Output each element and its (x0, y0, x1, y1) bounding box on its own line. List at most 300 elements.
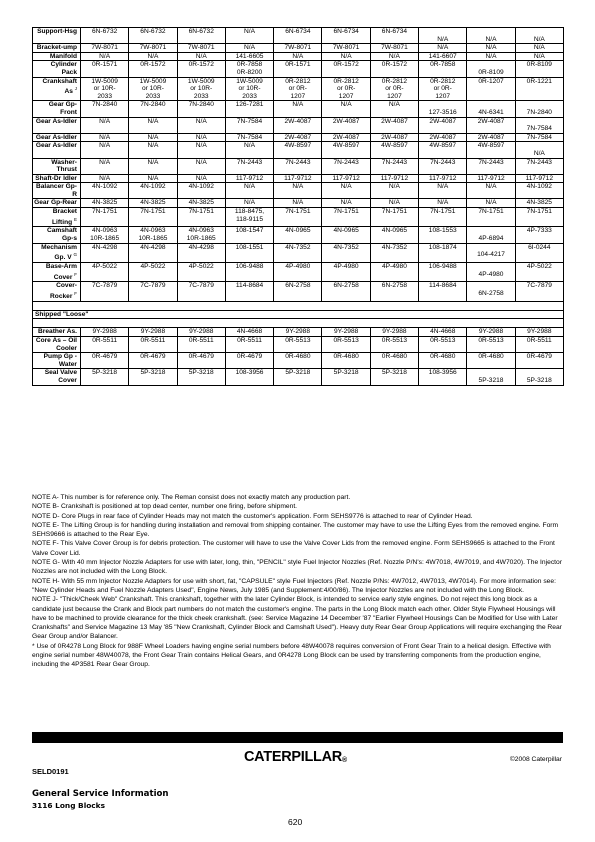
table-cell: 108-1547 (225, 227, 273, 243)
table-cell: 0R-5511 (177, 336, 225, 352)
table-cell: 0R-5513 (419, 336, 467, 352)
table-cell: 1W-5009 or 10R- 2033 (129, 77, 177, 101)
parts-table-loose-body (33, 328, 564, 385)
table-cell: 7N-1751 (322, 208, 370, 227)
row-label (33, 44, 81, 53)
table-cell: 4N-1092 (515, 183, 563, 199)
registered-mark: ® (341, 757, 347, 764)
table-cell: 0R-1572 (129, 61, 177, 77)
table-cell: 0R-5511 (225, 336, 273, 352)
table-cell: 5P-3218 (467, 369, 515, 385)
table-cell: 4N-1092 (177, 183, 225, 199)
table-cell: 0R-7858 0R-8200 (225, 61, 273, 77)
table-cell: 4P-6894 (467, 227, 515, 243)
table-cell: 5P-3218 (515, 369, 563, 385)
table-row (33, 101, 564, 117)
note-paragraph: NOTE J- "Thick/Cheek Web" Crankshaft. This crankshaft, together with the later Cylinder Block, is intended to service early style engines. Do not reject this long block as a candidate just because the Crank and Block part numbers do not match the customer's engine. The parts in the Long Block match each other. Older Style Flywheel Housings will have to be machined to provide clearance for the thick cheek crankshaft. (see: Service Magazine 14 December '87 "Earlier Flywheel Housings Can be Modified for Use with Later Crankshafts" and Service Magazine 13 May '85 "New Crankshaft, Cylinder Block and Camshaft Used"). Heavy duty Rear Gear Group Applications will require exchanging the Rear Gear Group and/or Balancer. (32, 596, 562, 641)
spacer-row (33, 319, 564, 328)
table-cell: N/A (419, 199, 467, 208)
table-cell: 9Y-2988 (129, 328, 177, 337)
table-cell: N/A (177, 174, 225, 183)
table-cell: N/A (81, 142, 129, 158)
table-cell: 4P-5022 (177, 263, 225, 282)
table-cell: 4W-8597 (370, 142, 418, 158)
table-cell: 7C-7879 (81, 282, 129, 301)
table-cell: 0R-2812 or 0R- 1207 (419, 77, 467, 101)
table-row (33, 282, 564, 301)
table-cell: 6N-6732 (129, 28, 177, 44)
table-cell: 4N-0963 10R-1865 (129, 227, 177, 243)
row-label (33, 208, 81, 227)
table-cell: 7W-8071 (81, 44, 129, 53)
table-cell: 6N-6732 (81, 28, 129, 44)
table-cell: 0R-8109 (467, 61, 515, 77)
footnote-ref: F (74, 290, 77, 296)
table-cell: N/A (322, 101, 370, 117)
table-cell: 0R-1572 (177, 61, 225, 77)
table-cell: 7N-2443 (225, 158, 273, 174)
table-cell: 0R-4679 (225, 353, 273, 369)
table-cell: 4N-4298 (177, 243, 225, 262)
table-cell: N/A (467, 52, 515, 61)
table-cell: 0R-4679 (81, 353, 129, 369)
table-cell: 117-9712 (274, 174, 322, 183)
row-label (33, 282, 81, 301)
table-cell: 4N-6341 (467, 101, 515, 117)
table-cell: 9Y-2988 (515, 328, 563, 337)
table-cell: 9Y-2988 (467, 328, 515, 337)
table-cell: 0R-4680 (370, 353, 418, 369)
table-cell: 106-9488 (419, 263, 467, 282)
table-cell: 4N-0963 10R-1865 (81, 227, 129, 243)
caterpillar-logo (244, 749, 347, 765)
row-label-text: Pump Gp - Water (43, 353, 77, 368)
table-cell: 4P-5022 (515, 263, 563, 282)
table-cell: N/A (129, 158, 177, 174)
table-cell: N/A (419, 28, 467, 44)
table-cell: 7N-2840 (81, 101, 129, 117)
table-cell: N/A (419, 183, 467, 199)
table-cell: 1W-5009 or 10R- 2033 (177, 77, 225, 101)
table-cell: N/A (129, 52, 177, 61)
table-cell: 7C-7879 (515, 282, 563, 301)
table-cell: 0R-1207 (467, 77, 515, 101)
table-cell: N/A (225, 44, 273, 53)
table-cell: 0R-5511 (129, 336, 177, 352)
footnote-ref: E (73, 216, 77, 222)
row-label-text: Gear As-Idler (35, 133, 77, 141)
table-cell: 4N-4298 (129, 243, 177, 262)
table-cell: 114-8684 (419, 282, 467, 301)
footer-bar (32, 732, 563, 743)
table-cell: 6N-2758 (467, 282, 515, 301)
table-cell: 5P-3218 (322, 369, 370, 385)
parts-table-section (33, 301, 564, 328)
table-cell: 126-7281 (225, 101, 273, 117)
table-cell: 7W-8071 (129, 44, 177, 53)
table-row (33, 328, 564, 337)
table-cell: N/A (467, 28, 515, 44)
section-label: Shipped "Loose" (33, 310, 564, 319)
table-row (33, 369, 564, 385)
row-label (33, 101, 81, 117)
row-label-text: Core As – Oil Cooler (35, 336, 77, 352)
table-cell: 7N-1751 (467, 208, 515, 227)
table-row (33, 77, 564, 101)
table-cell: 4N-3825 (177, 199, 225, 208)
table-cell: N/A (81, 158, 129, 174)
table-cell: 4N-0963 10R-1865 (177, 227, 225, 243)
note-paragraph: NOTE E- The Lifting Group is for handling during installation and removal from shipping container. The customer may have to use the Lifting Eyes from the removed engine. Form SEHS9666 is attached to the Rear Eye. (32, 521, 559, 539)
table-cell: 2W-4087 (370, 117, 418, 133)
row-label (33, 328, 81, 337)
table-cell: 127-3516 (419, 101, 467, 117)
table-cell: 5P-3218 (370, 369, 418, 385)
table-row (33, 133, 564, 142)
table-cell: 4N-1092 (81, 183, 129, 199)
table-cell: 7N-2443 (419, 158, 467, 174)
table-cell: 0R-1571 (81, 61, 129, 77)
notes-block (32, 493, 563, 670)
table-row (33, 353, 564, 369)
table-cell: 4N-7352 (370, 243, 418, 262)
table-cell: 108-1553 (419, 227, 467, 243)
table-cell: N/A (177, 52, 225, 61)
table-cell: 5P-3218 (274, 369, 322, 385)
table-cell: 106-9488 (225, 263, 273, 282)
table-cell: 108-1874 (419, 243, 467, 262)
table-cell: 6N-6734 (322, 28, 370, 44)
row-label-text: Seal Valve Cover (44, 369, 77, 384)
note-paragraph: * Use of 0R4278 Long Block for 988F Wheel Loaders having engine serial numbers before 48W40078 requires conversion of Front Gear Train to a helical design. Effective with engine serial number 48W40078, the Front Gear Train contains Helical Gears, and 0R4278 Long Block can be used by transferring components from the production engine, including the 4P3581 Rear Gear Group. (32, 642, 551, 669)
row-label (33, 158, 81, 174)
table-cell: 0R-4680 (467, 353, 515, 369)
table-cell: 7W-8071 (322, 44, 370, 53)
table-cell: 2W-4087 (467, 133, 515, 142)
table-row (33, 243, 564, 262)
row-label-text: Mechanism Gp. V (41, 243, 77, 262)
table-cell: 6N-6734 (370, 28, 418, 44)
table-cell: N/A (467, 44, 515, 53)
table-cell: 7W-8071 (177, 44, 225, 53)
table-cell: 104-4217 (467, 243, 515, 262)
note-paragraph: NOTE H- With 55 mm Injector Nozzle Adapters for use with short, fat, "CAPSULE" style Fuel Injectors (Ref. Nozzle P/Ns: 4W7012, 4W7013, 4W7014). For more information see: "New Cylinder Heads and Fuel Nozzle Adapters Used", Engine News, July 1985 (and Supplement:4/00/86). The Injector Nozzles are not included with the Long Block. (32, 577, 556, 594)
table-cell: 0R-1221 (515, 77, 563, 101)
row-label (33, 52, 81, 61)
table-cell: 4W-8597 (467, 142, 515, 158)
table-cell: 4P-5022 (81, 263, 129, 282)
table-cell: N/A (81, 52, 129, 61)
row-label-text: Gear Gp-Front (48, 101, 77, 116)
page-number: 620 (288, 817, 303, 827)
table-cell: 7N-2840 (129, 101, 177, 117)
table-cell: 0R-5513 (467, 336, 515, 352)
table-cell: 4P-5022 (129, 263, 177, 282)
table-cell: 2W-4087 (274, 133, 322, 142)
row-label-text: Crankshaft As (42, 77, 77, 96)
table-cell: 7N-2840 (177, 101, 225, 117)
note-paragraph: NOTE B- Crankshaft is positioned at top dead center, number one firing, before shipment. (32, 503, 298, 511)
table-cell: 114-8684 (225, 282, 273, 301)
row-label-text: Cylinder Pack (50, 61, 77, 76)
table-cell: 108-1551 (225, 243, 273, 262)
row-label-text: Balancer Gp-R (35, 183, 77, 198)
table-cell: 118-8475, 118-9115 (225, 208, 273, 227)
footnote-ref: F (74, 271, 77, 277)
table-cell: 4W-8597 (322, 142, 370, 158)
table-cell: 9Y-2988 (274, 328, 322, 337)
table-row (33, 44, 564, 53)
table-cell: N/A (370, 183, 418, 199)
table-cell: 0R-5513 (322, 336, 370, 352)
note-paragraph: NOTE D- Core Plugs in rear face of Cylinder Heads may not match the customer's application. Form SEHS9776 is attached to rear of Cylinder Head. (32, 512, 473, 520)
table-cell: 4P-7333 (515, 227, 563, 243)
table-cell: 7N-2443 (274, 158, 322, 174)
footnote-ref: J (74, 86, 77, 92)
table-row (33, 28, 564, 44)
table-cell: 2W-4087 (467, 117, 515, 133)
row-label (33, 142, 81, 158)
table-cell: N/A (129, 117, 177, 133)
row-label (33, 61, 81, 77)
row-label-text: Gear Gp-Rear (34, 199, 77, 207)
table-cell: 0R-1571 (274, 61, 322, 77)
table-cell: 4N-1092 (129, 183, 177, 199)
table-cell: 2W-4087 (274, 117, 322, 133)
table-cell: N/A (515, 142, 563, 158)
table-cell: N/A (467, 199, 515, 208)
table-cell: 0R-1572 (370, 61, 418, 77)
table-cell: 0R-7858 (419, 61, 467, 77)
table-cell: 4N-4298 (81, 243, 129, 262)
row-label-text: Support-Hsg (37, 28, 77, 35)
table-cell: 0R-2812 or 0R- 1207 (274, 77, 322, 101)
table-cell: N/A (467, 183, 515, 199)
table-cell: 4N-0965 (274, 227, 322, 243)
parts-table-body (33, 28, 564, 302)
row-label-text: Camshaft Gp-s (46, 227, 77, 243)
table-cell: 6N-2758 (322, 282, 370, 301)
table-cell: 141-6607 (419, 52, 467, 61)
table-cell: 0R-4679 (177, 353, 225, 369)
table-cell: 9Y-2988 (322, 328, 370, 337)
table-cell: 0R-2812 or 0R- 1207 (370, 77, 418, 101)
row-label-text: Shaft-Dr Idler (35, 174, 77, 182)
table-cell: 7N-2443 (467, 158, 515, 174)
table-cell: 4N-7352 (274, 243, 322, 262)
table-cell: 7N-2443 (322, 158, 370, 174)
table-cell: 1W-5009 or 10R- 2033 (81, 77, 129, 101)
table-cell: 2W-4087 (419, 117, 467, 133)
table-cell: 0R-4680 (322, 353, 370, 369)
table-cell: 7N-1751 (370, 208, 418, 227)
table-cell: N/A (81, 117, 129, 133)
table-cell: N/A (177, 158, 225, 174)
row-label-text: Bracket-ump (36, 44, 77, 52)
row-label (33, 353, 81, 369)
table-cell: 4N-0965 (370, 227, 418, 243)
table-cell: 7N-7584 (225, 117, 273, 133)
table-row (33, 158, 564, 174)
footnote-ref: G (73, 252, 77, 258)
table-row (33, 117, 564, 133)
table-cell: 6N-2758 (274, 282, 322, 301)
table-cell: 6N-2758 (370, 282, 418, 301)
table-cell: 7N-2840 (515, 101, 563, 117)
table-cell: 0R-5511 (515, 336, 563, 352)
table-cell: 1W-5009 or 10R- 2033 (225, 77, 273, 101)
table-cell: 5P-3218 (129, 369, 177, 385)
row-label (33, 77, 81, 101)
row-label-text: Gear As-Idler (35, 142, 77, 150)
table-cell: N/A (225, 28, 273, 44)
table-cell: 7N-7584 (515, 133, 563, 142)
table-cell: 7N-2443 (515, 158, 563, 174)
table-cell: 4W-8597 (419, 142, 467, 158)
table-cell: 7C-7879 (177, 282, 225, 301)
table-cell: 7N-1751 (274, 208, 322, 227)
row-label (33, 199, 81, 208)
copyright: ©2008 Caterpillar (509, 756, 562, 763)
row-label (33, 183, 81, 199)
note-paragraph: NOTE F- This Valve Cover Group is for debris protection. The customer will have to use the Valve Cover Lids from the removed engine. Form SEHS9665 is attached to the Front Valve Cover Lid. (32, 540, 555, 557)
table-cell: N/A (322, 52, 370, 61)
table-row (33, 227, 564, 243)
section-row (33, 310, 564, 319)
table-row (33, 142, 564, 158)
table-cell: 4N-7352 (322, 243, 370, 262)
table-cell: 4N-4668 (225, 328, 273, 337)
table-cell: 9Y-2988 (177, 328, 225, 337)
table-cell: 7N-2443 (370, 158, 418, 174)
row-label (33, 369, 81, 385)
table-cell: 4N-0965 (322, 227, 370, 243)
table-row (33, 183, 564, 199)
table-cell: N/A (129, 174, 177, 183)
table-row (33, 336, 564, 352)
table-cell: 4P-4980 (322, 263, 370, 282)
table-row (33, 61, 564, 77)
table-cell: N/A (370, 199, 418, 208)
table-cell: 7N-1751 (419, 208, 467, 227)
table-cell: N/A (225, 142, 273, 158)
table-cell: 6N-6732 (177, 28, 225, 44)
row-label (33, 133, 81, 142)
table-cell: 0R-5513 (370, 336, 418, 352)
table-cell: N/A (129, 142, 177, 158)
table-cell: N/A (370, 101, 418, 117)
spacer-row (33, 301, 564, 310)
row-label (33, 174, 81, 183)
table-cell: N/A (322, 183, 370, 199)
row-label (33, 227, 81, 243)
table-row (33, 199, 564, 208)
table-cell: 7C-7879 (129, 282, 177, 301)
table-cell: N/A (274, 101, 322, 117)
table-cell: N/A (274, 52, 322, 61)
table-cell: 0R-4679 (129, 353, 177, 369)
table-cell: 117-9712 (419, 174, 467, 183)
table-cell: 4P-4980 (370, 263, 418, 282)
row-label-text: Gear As-Idler (35, 117, 77, 125)
document-id: SELD0191 (32, 767, 69, 776)
brand-text: CATERPILLAR (244, 749, 342, 765)
table-cell: 0R-5513 (274, 336, 322, 352)
row-label (33, 263, 81, 282)
table-cell: 4N-4668 (419, 328, 467, 337)
table-cell: 117-9712 (467, 174, 515, 183)
table-cell: 0R-8109 (515, 61, 563, 77)
table-cell: 108-3956 (419, 369, 467, 385)
table-cell: N/A (274, 199, 322, 208)
section-title: General Service Information (32, 789, 169, 799)
table-cell: 6I-0244 (515, 243, 563, 262)
parts-table (32, 27, 564, 386)
table-cell: 4P-4980 (274, 263, 322, 282)
table-cell: 2W-4087 (370, 133, 418, 142)
table-row (33, 174, 564, 183)
table-cell: N/A (274, 183, 322, 199)
table-cell: 117-9712 (322, 174, 370, 183)
table-cell: 9Y-2988 (370, 328, 418, 337)
table-cell: N/A (81, 133, 129, 142)
row-label (33, 243, 81, 262)
table-cell: N/A (225, 199, 273, 208)
row-label-text: Cover-Rocker (50, 282, 77, 301)
table-cell: 2W-4087 (419, 133, 467, 142)
table-cell: 5P-3218 (81, 369, 129, 385)
table-cell: N/A (419, 44, 467, 53)
table-cell: 7N-7584 (515, 117, 563, 133)
table-cell: N/A (177, 117, 225, 133)
sub-title: 3116 Long Blocks (32, 801, 105, 810)
table-cell: 6N-6734 (274, 28, 322, 44)
table-cell: N/A (322, 199, 370, 208)
table-cell: N/A (370, 52, 418, 61)
table-cell: 2W-4087 (322, 133, 370, 142)
table-cell: N/A (81, 174, 129, 183)
table-row (33, 208, 564, 227)
note-paragraph: NOTE A- This number is for reference only. The Reman consist does not exactly match any production part. (32, 494, 351, 501)
table-cell: 4P-4980 (467, 263, 515, 282)
table-cell: N/A (177, 133, 225, 142)
table-row (33, 263, 564, 282)
table-cell: 7N-7584 (225, 133, 273, 142)
table-cell: N/A (225, 183, 273, 199)
table-cell: 4N-3825 (515, 199, 563, 208)
table-cell: 141-6605 (225, 52, 273, 61)
row-label (33, 117, 81, 133)
table-cell: 0R-4680 (419, 353, 467, 369)
table-cell: 4W-8597 (274, 142, 322, 158)
table-cell: 5P-3218 (177, 369, 225, 385)
row-label-text: Washer-Thrust (51, 158, 77, 174)
table-cell: N/A (515, 44, 563, 53)
table-cell: N/A (515, 28, 563, 44)
table-cell: 0R-2812 or 0R- 1207 (322, 77, 370, 101)
table-cell: 7W-8071 (370, 44, 418, 53)
table-cell: 7N-1751 (129, 208, 177, 227)
row-label (33, 28, 81, 44)
table-row (33, 52, 564, 61)
row-label (33, 336, 81, 352)
table-cell: 117-9712 (225, 174, 273, 183)
table-cell: 7N-1751 (81, 208, 129, 227)
table-cell: N/A (177, 142, 225, 158)
row-label-text: Manifold (49, 52, 77, 60)
table-cell: 4N-3825 (81, 199, 129, 208)
table-cell: 0R-5511 (81, 336, 129, 352)
